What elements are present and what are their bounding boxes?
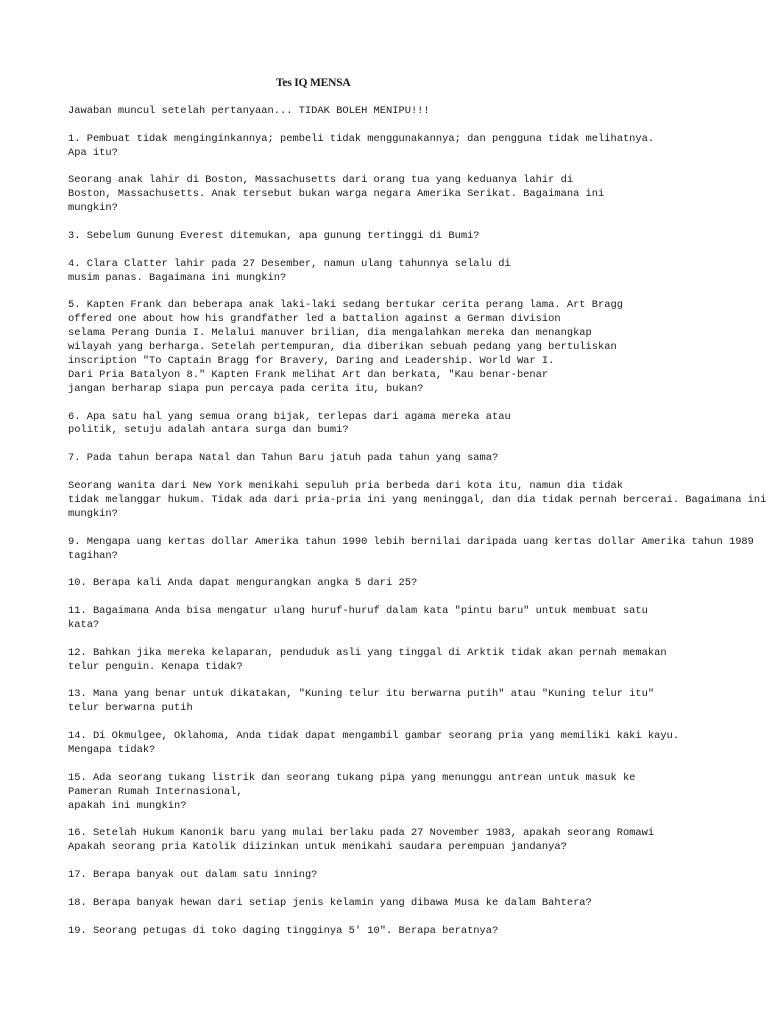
paragraph	[68, 925, 768, 939]
text-line: 13. Mana yang benar untuk dikatakan, "Kuning telur itu berwarna putih" atau "Kuning telur itu"	[68, 688, 655, 701]
paragraph	[68, 480, 768, 522]
text-line: 4. Clara Clatter lahir pada 27 Desember, namun ulang tahunnya selalu di	[68, 257, 511, 270]
paragraph	[68, 869, 768, 883]
text-line: politik, setuju adalah antara surga dan bumi?	[68, 424, 349, 437]
text-line: musim panas. Bagaimana ini mungkin?	[68, 271, 287, 284]
document-title: Tes IQ MENSA	[276, 77, 351, 89]
text-line: tagihan?	[68, 549, 118, 562]
text-line: Seorang wanita dari New York menikahi sepuluh pria berbeda dari kota itu, namun dia tidak	[68, 480, 623, 493]
text-line: 3. Sebelum Gunung Everest ditemukan, apa gunung tertinggi di Bumi?	[68, 230, 480, 243]
text-line: Apa itu?	[68, 146, 118, 159]
text-line: Dari Pria Batalyon 8." Kapten Frank melihat Art dan berkata, "Kau benar-benar	[68, 368, 549, 381]
text-line: 9. Mengapa uang kertas dollar Amerika tahun 1990 lebih bernilai daripada uang kertas dollar Amerika tahun 1989	[68, 535, 754, 548]
text-line: 15. Ada seorang tukang listrik dan seorang tukang pipa yang menunggu antrean untuk masuk ke	[68, 771, 636, 784]
text-line: Boston, Massachusetts. Anak tersebut bukan warga negara Amerika Serikat. Bagaimana ini	[68, 188, 605, 201]
text-line: 17. Berapa banyak out dalam satu inning?	[68, 868, 318, 881]
text-line: 12. Bahkan jika mereka kelaparan, penduduk asli yang tinggal di Arktik tidak akan pernah memakan	[68, 646, 667, 659]
document-body	[68, 105, 768, 952]
text-line: 1. Pembuat tidak menginginkannya; pembeli tidak menggunakannya; dan pengguna tidak melihatnya.	[68, 132, 655, 145]
text-line: mungkin?	[68, 202, 118, 215]
paragraph	[68, 772, 768, 814]
text-line: 16. Setelah Hukum Kanonik baru yang mulai berlaku pada 27 November 1983, apakah seorang Romawi	[68, 827, 655, 840]
text-line: 7. Pada tahun berapa Natal dan Tahun Baru jatuh pada tahun yang sama?	[68, 452, 499, 465]
paragraph	[68, 647, 768, 675]
paragraph	[68, 230, 768, 244]
paragraph	[68, 299, 768, 396]
text-line: telur berwarna putih	[68, 702, 193, 715]
paragraph	[68, 105, 768, 119]
text-line: offered one about how his grandfather led a battalion against a German division	[68, 313, 561, 326]
text-line: 10. Berapa kali Anda dapat mengurangkan angka 5 dari 25?	[68, 577, 418, 590]
text-line: Pameran Rumah Internasional,	[68, 785, 243, 798]
text-line: Jawaban muncul setelah pertanyaan... TIDAK BOLEH MENIPU!!!	[68, 105, 430, 117]
paragraph	[68, 536, 768, 564]
text-line: Mengapa tidak?	[68, 743, 156, 756]
paragraph	[68, 258, 768, 286]
text-line: apakah ini mungkin?	[68, 799, 187, 812]
text-line: kata?	[68, 618, 100, 631]
text-line: 19. Seorang petugas di toko daging tingginya 5' 10". Berapa beratnya?	[68, 924, 499, 937]
text-line: 5. Kapten Frank dan beberapa anak laki-laki sedang bertukar cerita perang lama. Art Bragg	[68, 299, 623, 312]
text-line: jangan berharap siapa pun percaya pada cerita itu, bukan?	[68, 382, 424, 395]
text-line: mungkin?	[68, 507, 118, 520]
text-line: 18. Berapa banyak hewan dari setiap jenis kelamin yang dibawa Musa ke dalam Bahtera?	[68, 896, 592, 909]
paragraph	[68, 688, 768, 716]
paragraph	[68, 577, 768, 591]
text-line: 14. Di Okmulgee, Oklahoma, Anda tidak dapat mengambil gambar seorang pria yang memiliki kaki kayu.	[68, 730, 680, 743]
text-line: tidak melanggar hukum. Tidak ada dari pria-pria ini yang meninggal, dan dia tidak pernah bercerai. Bagaimana ini	[68, 493, 767, 506]
paragraph	[68, 730, 768, 758]
text-line: 11. Bagaimana Anda bisa mengatur ulang huruf-huruf dalam kata "pintu baru" untuk membuat satu	[68, 605, 648, 618]
paragraph	[68, 452, 768, 466]
paragraph	[68, 827, 768, 855]
paragraph	[68, 605, 768, 633]
text-line: selama Perang Dunia I. Melalui manuver brilian, dia mengalahkan mereka dan menangkap	[68, 327, 592, 340]
paragraph	[68, 174, 768, 216]
text-line: telur penguin. Kenapa tidak?	[68, 660, 243, 673]
text-line: wilayah yang berharga. Setelah pertempuran, dia diberikan sebuah pedang yang bertuliskan	[68, 341, 617, 354]
text-line: Apakah seorang pria Katolik diizinkan untuk menikahi saudara perempuan jandanya?	[68, 841, 567, 854]
text-line: Seorang anak lahir di Boston, Massachusetts dari orang tua yang keduanya lahir di	[68, 174, 574, 187]
text-line: inscription "To Captain Bragg for Bravery, Daring and Leadership. World War I.	[68, 355, 555, 368]
text-line: 6. Apa satu hal yang semua orang bijak, terlepas dari agama mereka atau	[68, 410, 511, 423]
paragraph	[68, 411, 768, 439]
paragraph	[68, 133, 768, 161]
paragraph	[68, 897, 768, 911]
